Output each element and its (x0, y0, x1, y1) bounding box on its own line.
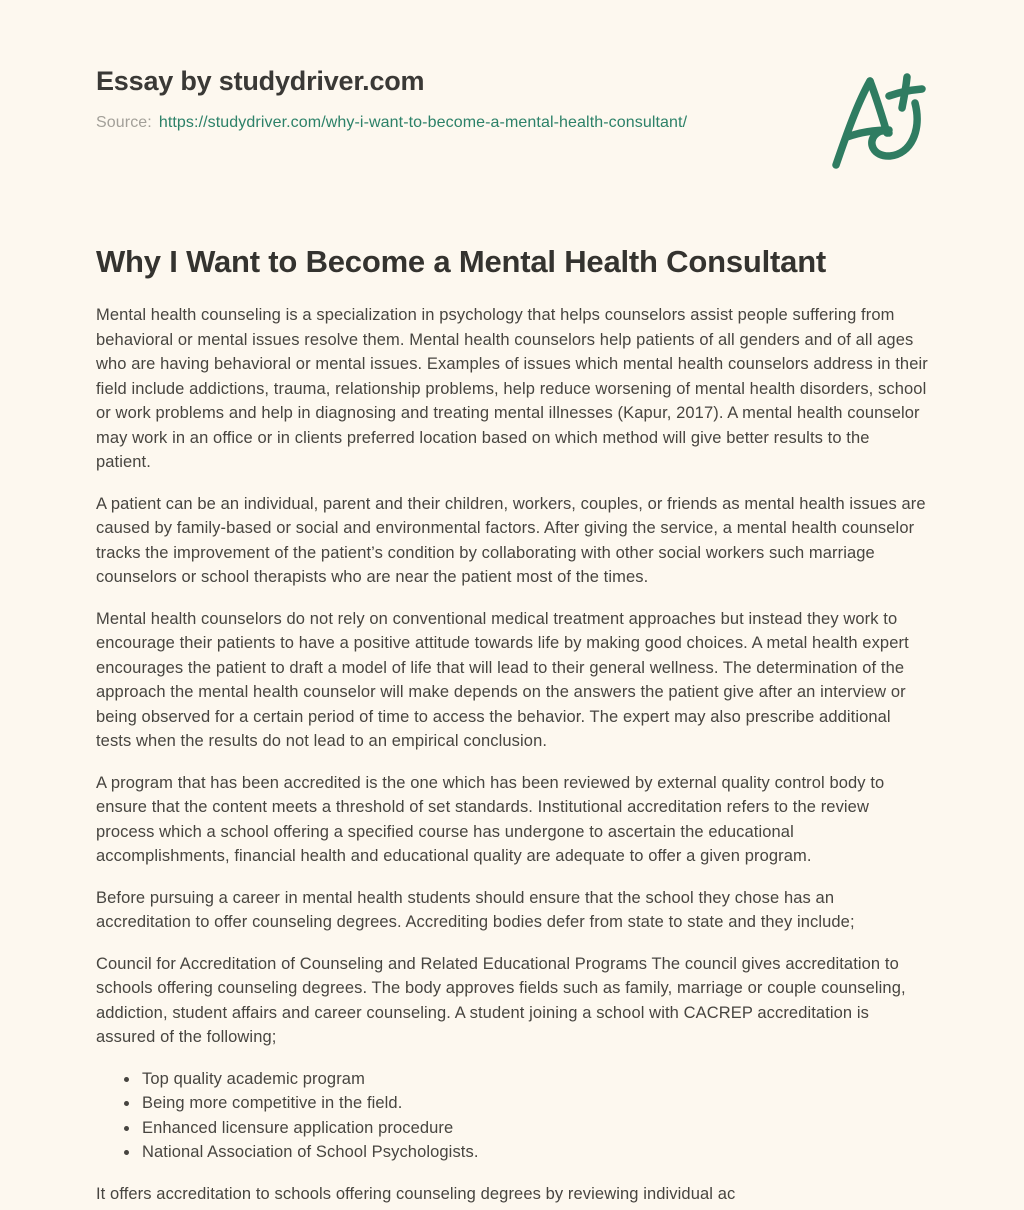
source-line (96, 114, 928, 132)
list-item-1: • Top quality academic program (140, 1067, 928, 1092)
essay-paragraph-3: Mental health counselors do not rely on conventional medical treatment approaches but instead they work to encourage their patients to have a positive attitude towards life by making good choices. A metal health expert encourages the patient to draft a model of life that will lead to their general wellness. The determination of the approach the mental health counselor will make depends on the answers the patient give after an interview or being observed for a certain period of time to access the behavior. The expert may also prescribe additional tests when the results do not lead to an empirical conclusion. (96, 609, 909, 750)
source-url-link[interactable]: https://studydriver.com/why-i-want-to-become-a-mental-health-consultant/ (158, 114, 688, 131)
list-item-2: • Being more competitive in the field. (140, 1091, 928, 1116)
studydriver-a-plus-logo-icon (826, 70, 932, 170)
list-item-4: • National Association of School Psychologists. (140, 1140, 928, 1165)
essay-title: Why I Want to Become a Mental Health Consultant (96, 244, 827, 279)
essay-paragraph-2: A patient can be an individual, parent and their children, workers, couples, or friends as mental health issues are caused by family-based or social and environmental factors. After giving the service, a mental health counselor tracks the improvement of the patient’s condition by collaborating with other social workers such marriage counselors or school therapists who are near the patient most of the times. (96, 494, 926, 586)
essay-paragraph-6: Council for Accreditation of Counseling and Related Educational Programs The council gives accreditation to schools offering counseling degrees. The body approves fields such as family, marriage or couple counseling, addiction, student affairs and career counseling. A student joining a school with CACREP accreditation is assured of the following; (96, 954, 906, 1046)
page-header (96, 66, 928, 132)
essay-paragraph-1: Mental health counseling is a specialization in psychology that helps counselors assist people suffering from behavioral or mental issues resolve them. Mental health counselors help patients of all genders and of all ages who are having behavioral or mental issues. Examples of issues which mental health counselors address in their field include addictions, trauma, relationship problems, help reduce worsening of mental health disorders, school or work problems and help in diagnosing and treating mental illnesses (Kapur, 2017). A mental health counselor may work in an office or in clients preferred location based on which method will give better results to the patient. (96, 306, 928, 471)
essay-body (96, 303, 928, 1206)
essay-paragraph-5: Before pursuing a career in mental health students should ensure that the school they chose has an accreditation to offer counseling degrees. Accrediting bodies defer from state to state and they include; (96, 888, 855, 931)
essay-by-heading: Essay by studydriver.com (96, 66, 425, 96)
list-item-3: • Enhanced licensure application procedure (140, 1116, 928, 1141)
essay-paragraph-closing: It offers accreditation to schools offering counseling degrees by reviewing individual ac (96, 1184, 736, 1203)
source-label: Source: (96, 114, 152, 131)
essay-content (96, 244, 928, 1206)
essay-paragraph-4: A program that has been accredited is the one which has been reviewed by external quality control body to ensure that the content meets a threshold of set standards. Institutional accreditation refers to the review process which a school offering a specified course has undergone to ascertain the educational accomplishments, financial health and educational quality are adequate to offer a given program. (96, 773, 885, 865)
accreditation-benefits-list (96, 1067, 928, 1165)
